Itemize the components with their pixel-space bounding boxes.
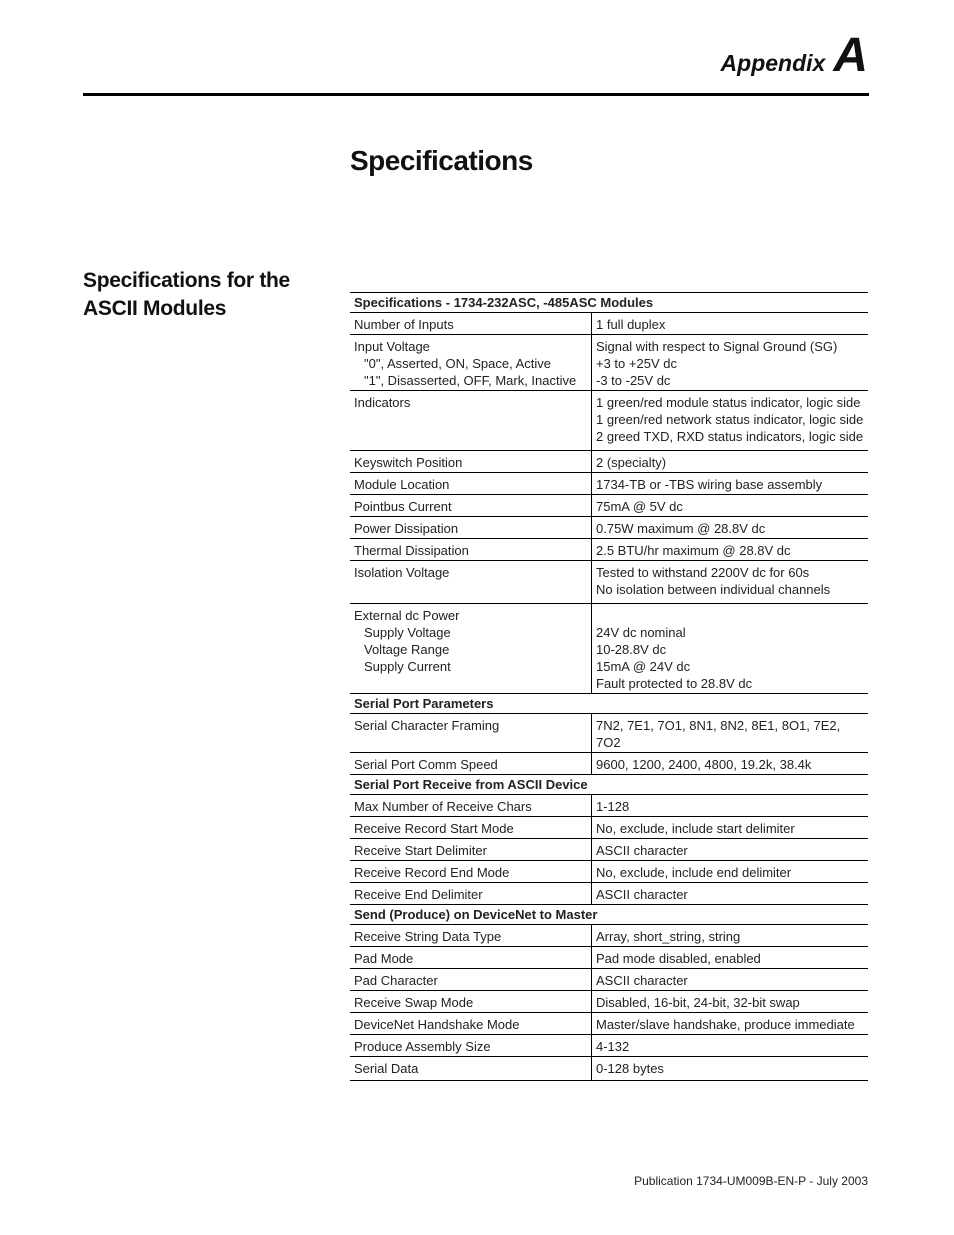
table-row xyxy=(350,817,868,839)
row-label: Pad Character xyxy=(350,969,592,991)
row-value-line: -3 to -25V dc xyxy=(596,373,671,388)
row-sublabel: Supply Voltage xyxy=(364,625,451,640)
table-row xyxy=(350,451,868,473)
table-row xyxy=(350,714,868,753)
row-label: Module Location xyxy=(350,473,592,495)
table-row xyxy=(350,313,868,335)
row-value-line: 1 green/red network status indicator, logic side xyxy=(596,412,864,427)
table-row xyxy=(350,391,868,451)
table-row xyxy=(350,1035,868,1057)
table-row xyxy=(350,753,868,775)
table-row xyxy=(350,1013,868,1035)
row-value: Master/slave handshake, produce immediate xyxy=(592,1013,869,1035)
row-value-line: +3 to +25V dc xyxy=(596,356,677,371)
row-label: Receive End Delimiter xyxy=(350,883,592,905)
row-value: 1734-TB or -TBS wiring base assembly xyxy=(592,473,869,495)
row-value: Array, short_string, string xyxy=(592,925,869,947)
row-value xyxy=(592,1057,869,1081)
section-heading: Serial Port Parameters xyxy=(350,694,868,714)
row-sublabel: Supply Current xyxy=(364,659,451,674)
row-value xyxy=(592,604,869,694)
row-value-line: Tested to withstand 2200V dc for 60s xyxy=(596,565,810,580)
table-row xyxy=(350,861,868,883)
row-label: Number of Inputs xyxy=(350,313,592,335)
row-padding xyxy=(596,1077,864,1079)
table-row xyxy=(350,795,868,817)
table-row xyxy=(350,991,868,1013)
table-row xyxy=(350,539,868,561)
row-value: 0.75W maximum @ 28.8V dc xyxy=(592,517,869,539)
row-value-line: Signal with respect to Signal Ground (SG) xyxy=(596,339,838,354)
row-label: Power Dissipation xyxy=(350,517,592,539)
table-row xyxy=(350,925,868,947)
spec-table xyxy=(350,292,868,1081)
appendix-letter: A xyxy=(833,29,868,82)
section-heading: Serial Port Receive from ASCII Device xyxy=(350,775,868,795)
table-row xyxy=(350,517,868,539)
row-label: Serial Data xyxy=(350,1057,592,1081)
row-value: 2.5 BTU/hr maximum @ 28.8V dc xyxy=(592,539,869,561)
table-row xyxy=(350,561,868,604)
row-label: Receive Record Start Mode xyxy=(350,817,592,839)
table-row xyxy=(350,495,868,517)
section-heading-row xyxy=(350,905,868,925)
appendix-word: Appendix xyxy=(720,50,826,76)
row-label: Keyswitch Position xyxy=(350,451,592,473)
section-heading: Send (Produce) on DeviceNet to Master xyxy=(350,905,868,925)
row-label: Isolation Voltage xyxy=(350,561,592,604)
row-sublabel: "0", Asserted, ON, Space, Active xyxy=(364,356,551,371)
row-value xyxy=(592,335,869,391)
row-value-line: No isolation between individual channels xyxy=(596,582,831,597)
row-label: Pad Mode xyxy=(350,947,592,969)
row-value xyxy=(592,391,869,451)
table-row xyxy=(350,1057,868,1081)
row-value: No, exclude, include end delimiter xyxy=(592,861,869,883)
row-label xyxy=(350,335,592,391)
table-row xyxy=(350,473,868,495)
row-label xyxy=(350,604,592,694)
table-title: Specifications - 1734-232ASC, -485ASC Modules xyxy=(350,293,868,313)
table-row xyxy=(350,947,868,969)
row-value-line: 24V dc nominal xyxy=(596,625,686,640)
row-value: ASCII character xyxy=(592,969,869,991)
row-value: 75mA @ 5V dc xyxy=(592,495,869,517)
row-value-line: 10-28.8V dc xyxy=(596,642,667,657)
row-value-line: Fault protected to 28.8V dc xyxy=(596,676,753,691)
row-label: Receive Start Delimiter xyxy=(350,839,592,861)
row-value-line: 1 green/red module status indicator, logic side xyxy=(596,395,861,410)
table-title-row xyxy=(350,293,868,313)
row-value-line: 0-128 bytes xyxy=(596,1061,664,1076)
row-value: 7N2, 7E1, 7O1, 8N1, 8N2, 8E1, 8O1, 7E2, 7O2 xyxy=(592,714,869,753)
page-title: Specifications xyxy=(350,145,533,176)
row-label: Pointbus Current xyxy=(350,495,592,517)
row-label: Serial Character Framing xyxy=(350,714,592,753)
row-label: Receive String Data Type xyxy=(350,925,592,947)
header-rule xyxy=(83,93,869,96)
row-value: ASCII character xyxy=(592,883,869,905)
row-label: Max Number of Receive Chars xyxy=(350,795,592,817)
row-value: 1-128 xyxy=(592,795,869,817)
section-heading-row xyxy=(350,694,868,714)
row-label: Thermal Dissipation xyxy=(350,539,592,561)
row-value: 1 full duplex xyxy=(592,313,869,335)
row-padding xyxy=(596,445,864,449)
row-label: Receive Swap Mode xyxy=(350,991,592,1013)
row-sublabel: Voltage Range xyxy=(364,642,450,657)
table-row xyxy=(350,335,868,391)
appendix-header xyxy=(720,29,868,82)
row-label-text: Input Voltage xyxy=(354,339,430,354)
row-label: DeviceNet Handshake Mode xyxy=(350,1013,592,1035)
row-value: 2 (specialty) xyxy=(592,451,869,473)
row-label: Indicators xyxy=(350,391,592,451)
row-value: No, exclude, include start delimiter xyxy=(592,817,869,839)
table-row xyxy=(350,883,868,905)
row-value: ASCII character xyxy=(592,839,869,861)
row-value: Disabled, 16-bit, 24-bit, 32-bit swap xyxy=(592,991,869,1013)
row-value: 4-132 xyxy=(592,1035,869,1057)
publication-footer: Publication 1734-UM009B-EN-P - July 2003 xyxy=(634,1174,868,1188)
row-value xyxy=(592,561,869,604)
table-row xyxy=(350,969,868,991)
row-padding xyxy=(596,598,864,602)
section-heading-row xyxy=(350,775,868,795)
row-label-text: External dc Power xyxy=(354,608,460,623)
row-value-line: 15mA @ 24V dc xyxy=(596,659,691,674)
row-label: Serial Port Comm Speed xyxy=(350,753,592,775)
row-value: Pad mode disabled, enabled xyxy=(592,947,869,969)
row-spacer xyxy=(596,607,864,624)
row-label: Produce Assembly Size xyxy=(350,1035,592,1057)
table-row xyxy=(350,839,868,861)
row-label: Receive Record End Mode xyxy=(350,861,592,883)
row-value-line: 2 greed TXD, RXD status indicators, logic side xyxy=(596,429,864,444)
table-row xyxy=(350,604,868,694)
row-value: 9600, 1200, 2400, 4800, 19.2k, 38.4k xyxy=(592,753,869,775)
row-sublabel: "1", Disasserted, OFF, Mark, Inactive xyxy=(364,373,577,388)
section-title: Specifications for the ASCII Modules xyxy=(83,269,290,320)
